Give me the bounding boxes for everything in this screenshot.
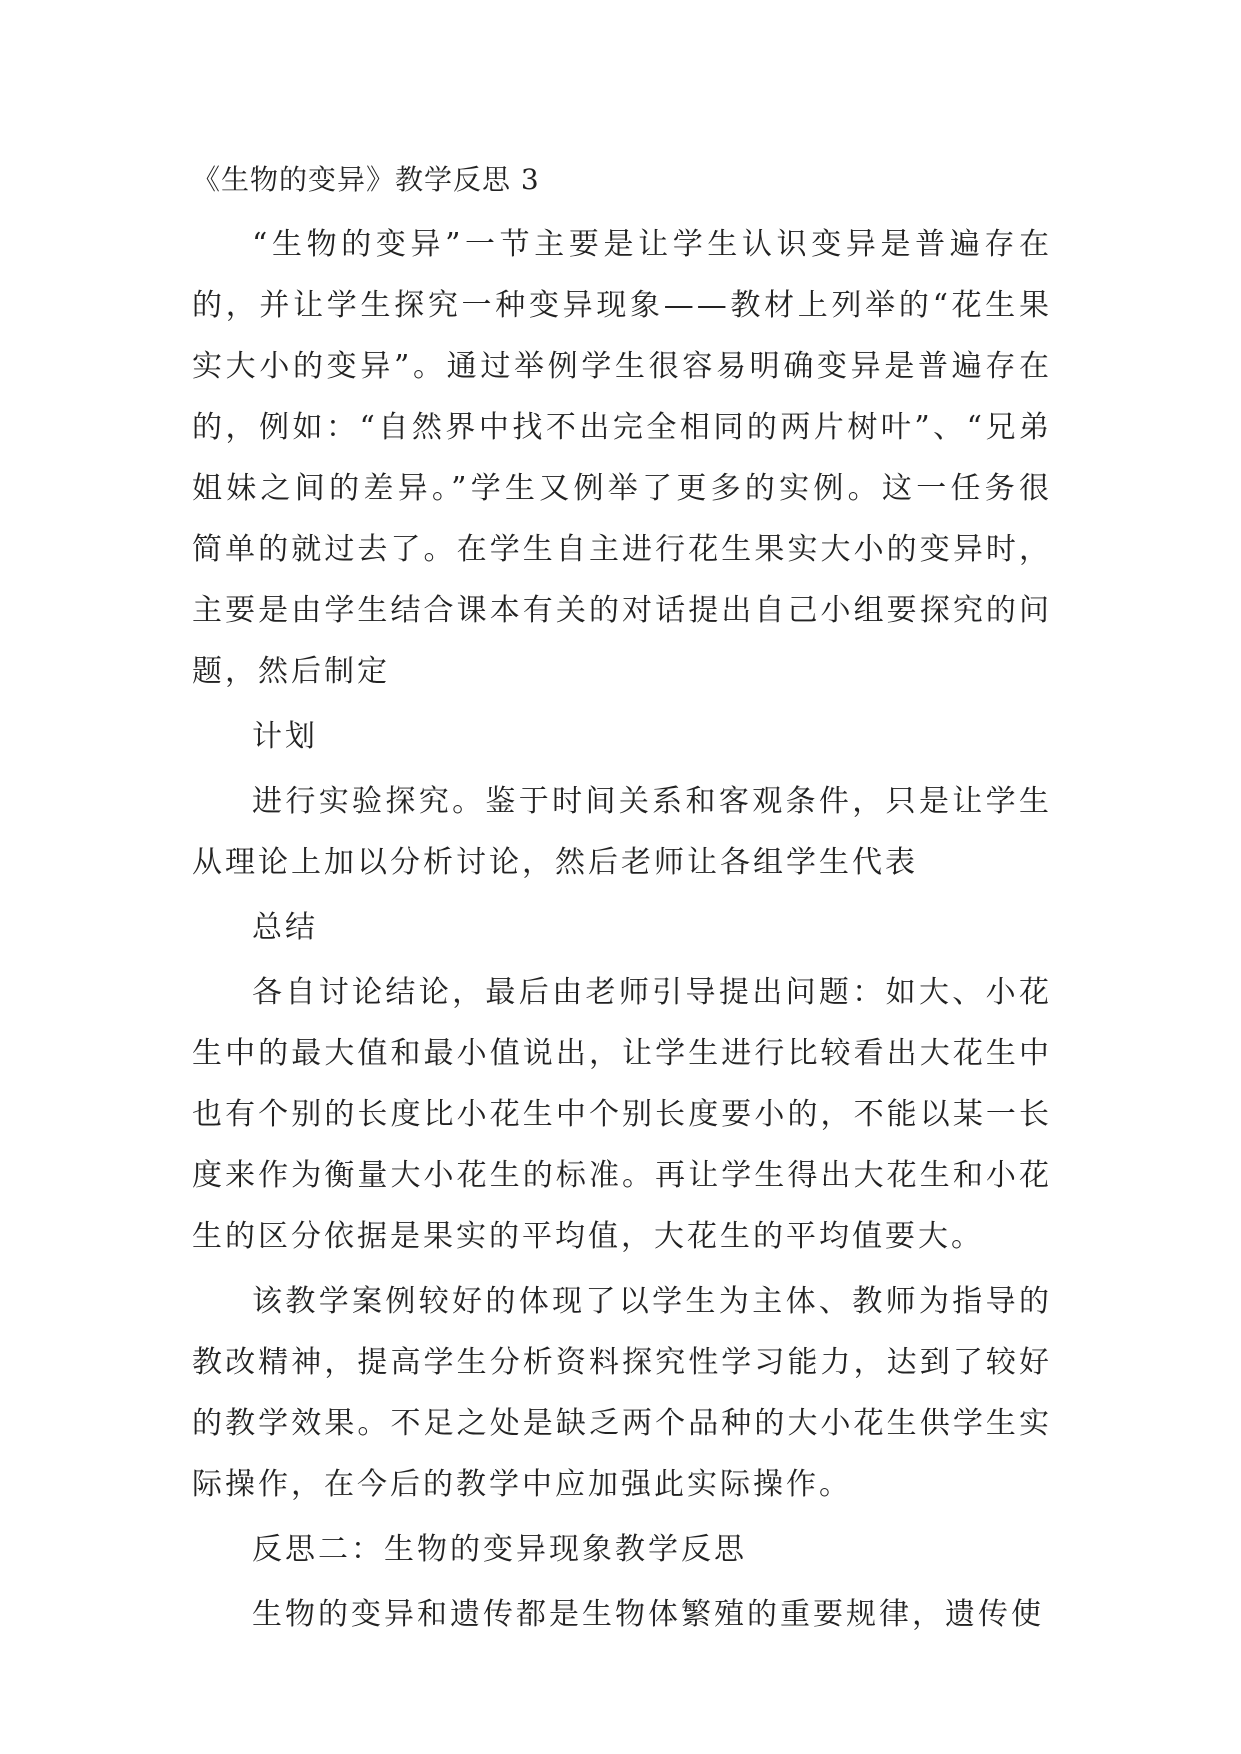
paragraph-reflection-body: 生物的变异和遗传都是生物体繁殖的重要规律，遗传使	[252, 1597, 1044, 1632]
paragraph-evaluation: 该教学案例较好的体现了以学生为主体、教师为指导的教改精神，提高学生分析资料探究性学习能力，达到了较好的教学效果。不足之处是缺乏两个品种的大小花生供学生实际操作，在今后的教学中应加强此实际操作。	[192, 1284, 1052, 1502]
paragraph-experiment: 进行实验探究。鉴于时间关系和客观条件，只是让学生从理论上加以分析讨论，然后老师让各组学生代表	[192, 784, 1052, 880]
paragraph-reflection-heading: 反思二：生物的变异现象教学反思	[252, 1532, 747, 1567]
document-page	[192, 158, 1052, 1645]
paragraph-discussion: 各自讨论结论，最后由老师引导提出问题：如大、小花生中的最大值和最小值说出，让学生进行比较看出大花生中也有个别的长度比小花生中个别长度要小的，不能以某一长度来作为衡量大小花生的标准。再让学生得出大花生和小花生的区分依据是果实的平均值，大花生的平均值要大。	[192, 975, 1052, 1254]
paragraph-intro: “生物的变异”一节主要是让学生认识变异是普遍存在的，并让学生探究一种变异现象——教材上列举的“花生果实大小的变异”。通过举例学生很容易明确变异是普遍存在的，例如：“自然界中找不出完全相同的两片树叶”、“兄弟姐妹之间的差异。”学生又例举了更多的实例。这一任务很简单的就过去了。在学生自主进行花生果实大小的变异时，主要是由学生结合课本有关的对话提出自己小组要探究的问题，然后制定	[192, 227, 1052, 689]
paragraph-plan: 计划	[252, 719, 318, 754]
paragraph-summary: 总结	[252, 910, 318, 945]
document-title: 《生物的变异》教学反思 3	[192, 163, 540, 196]
